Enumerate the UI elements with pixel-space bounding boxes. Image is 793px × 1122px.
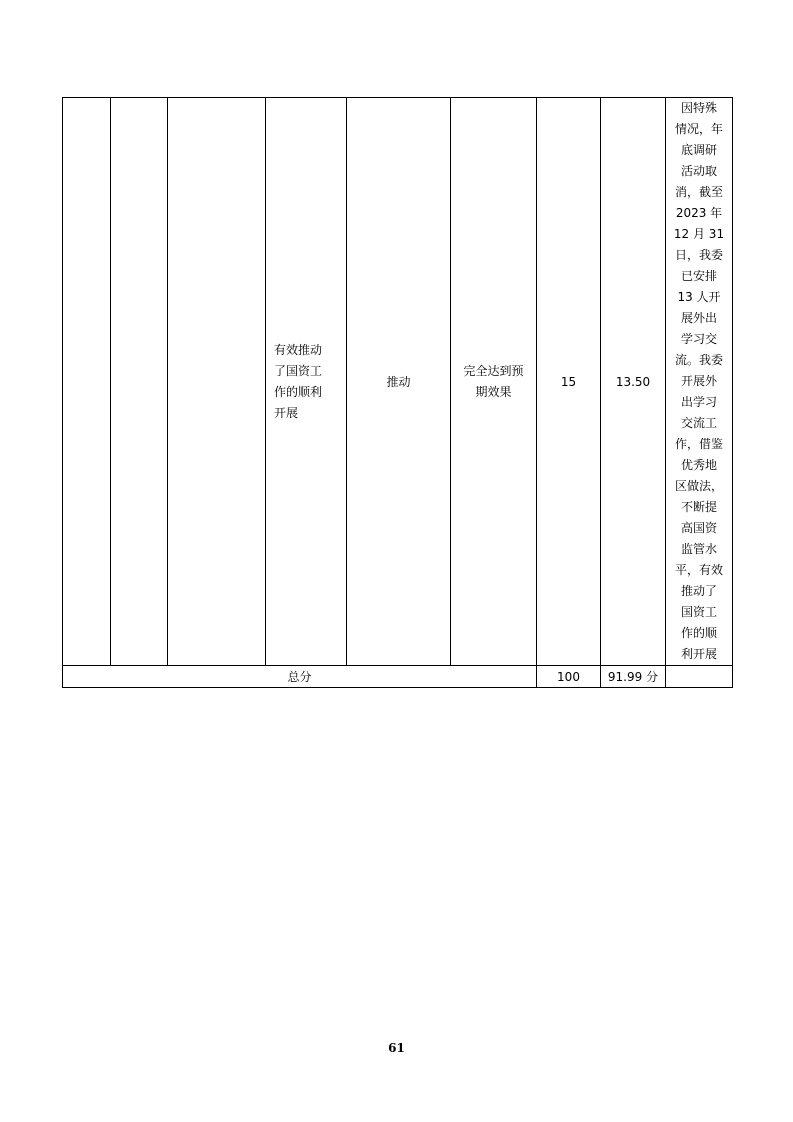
total-label: 总分 — [63, 666, 537, 688]
text-line: 作的顺利 — [274, 384, 323, 399]
text-line: 作的顺 — [680, 626, 717, 640]
text-line: 因特殊 — [680, 101, 717, 115]
text-line: 流。我委 — [674, 353, 723, 367]
text-line: 日，我委 — [674, 248, 723, 262]
total-weight: 100 — [537, 666, 601, 688]
text-line: 推动了 — [680, 584, 717, 598]
text-line: 交流工 — [680, 416, 717, 430]
text-line: 展外出 — [680, 311, 717, 325]
weight-cell: 15 — [537, 98, 601, 666]
second-level-indicator-cell — [111, 98, 168, 666]
effect-text — [451, 361, 536, 403]
performance-evaluation-table — [62, 97, 733, 688]
text-line: 2023 年 — [675, 206, 723, 220]
note-cell — [666, 98, 733, 666]
text-line: 作，借鉴 — [674, 437, 723, 451]
total-note — [666, 666, 733, 688]
total-score: 91.99 分 — [601, 666, 666, 688]
page-number: 61 — [388, 1041, 405, 1055]
note-text — [666, 98, 732, 665]
text-line: 情况，年 — [674, 122, 723, 136]
text-line: 活动取 — [680, 164, 717, 178]
text-line: 国资工 — [680, 605, 717, 619]
text-line: 完全达到预 — [463, 363, 524, 378]
first-level-indicator-cell — [63, 98, 111, 666]
text-line: 底调研 — [680, 143, 717, 157]
score-cell: 13.50 — [601, 98, 666, 666]
effect-cell — [451, 98, 537, 666]
total-row — [63, 666, 733, 688]
text-line: 12 月 31 — [673, 227, 725, 241]
text-line: 开展外 — [680, 374, 717, 388]
text-line: 学习交 — [680, 332, 717, 346]
text-line: 优秀地 — [680, 458, 717, 472]
text-line: 有效推动 — [274, 342, 323, 357]
text-line: 期效果 — [475, 384, 512, 399]
text-line: 开展 — [274, 405, 299, 420]
text-line: 高国资 — [680, 521, 717, 535]
text-line: 平，有效 — [674, 563, 723, 577]
actual-value-cell: 推动 — [347, 98, 451, 666]
text-line: 利开展 — [680, 647, 717, 661]
text-line: 了国资工 — [274, 363, 323, 378]
third-level-indicator-cell — [168, 98, 266, 666]
text-line: 不断提 — [680, 500, 717, 514]
text-line: 13 人开 — [677, 290, 721, 304]
text-line: 出学习 — [680, 395, 717, 409]
text-line: 区做法， — [674, 479, 723, 493]
text-line: 消，截至 — [674, 185, 723, 199]
indicator-value-text — [266, 340, 346, 424]
table-row — [63, 98, 733, 666]
text-line: 已安排 — [680, 269, 717, 283]
text-line: 监管水 — [680, 542, 717, 556]
indicator-value-cell — [266, 98, 347, 666]
